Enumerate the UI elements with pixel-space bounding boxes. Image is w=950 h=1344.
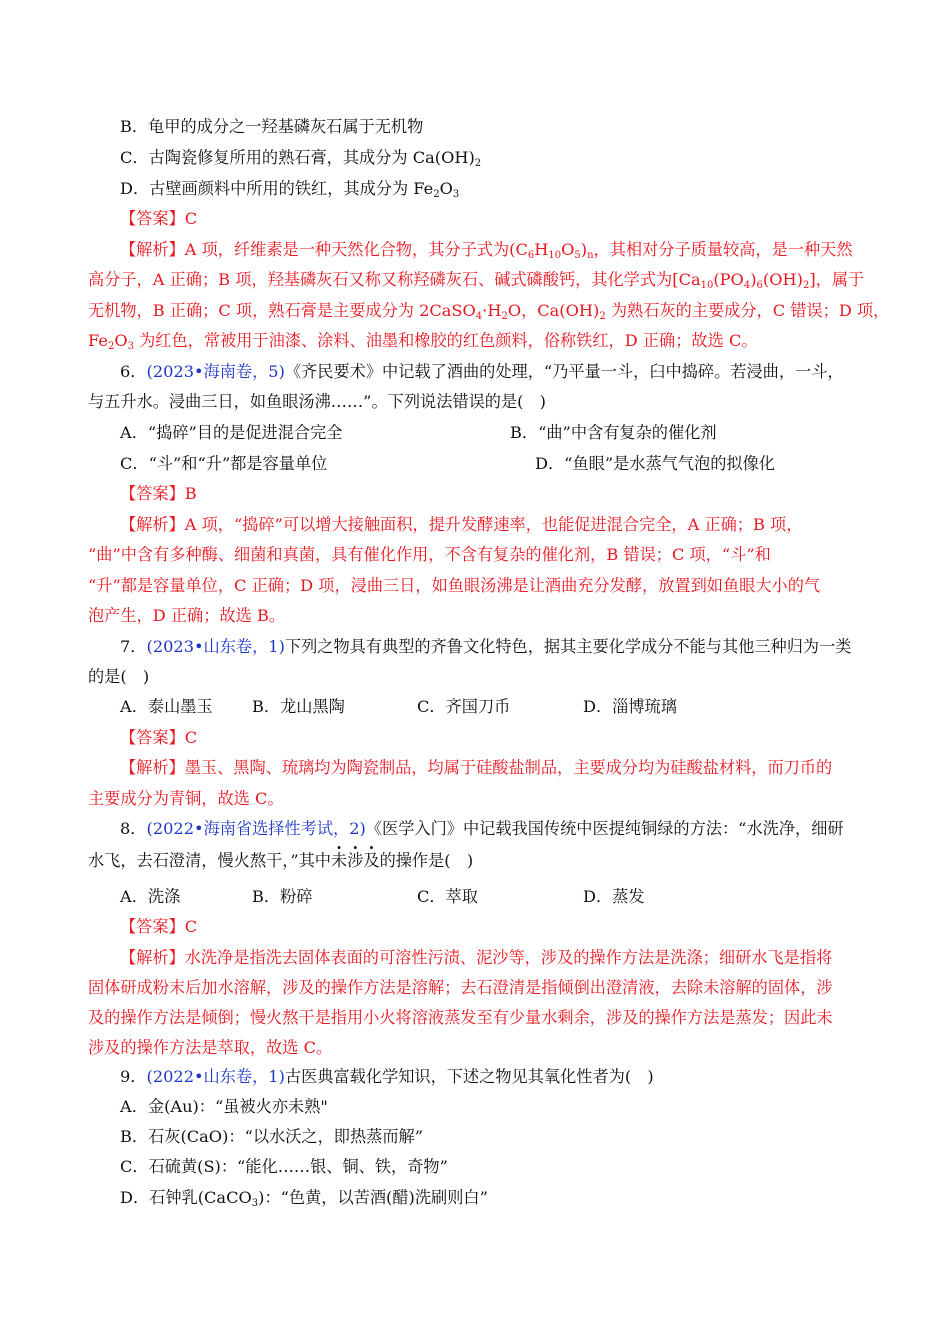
q7-option-d: D．淄博琉璃 xyxy=(583,697,677,716)
q7-source: (2023•山东卷，1) xyxy=(146,637,285,656)
emphasis-dot-char: 涉 xyxy=(347,851,364,870)
q6-analysis-line-2: “曲”中含有多种酶、细菌和真菌，具有催化作用，不含有复杂的催化剂，B 错误；C 项，“斗”和 xyxy=(88,545,771,564)
emphasis-dot-char: 及 xyxy=(363,851,380,870)
q5-option-d: D．古壁画颜料中所用的铁红，其成分为 $Fe_2O_3$ xyxy=(120,179,460,200)
q7-option-c: C．齐国刀币 xyxy=(417,697,511,716)
q6-option-a: A．“捣碎”目的是促进混合完全 xyxy=(120,423,343,442)
q7-option-a: A．泰山墨玉 xyxy=(120,697,213,716)
q6-answer: 【答案】B xyxy=(120,484,197,503)
q8-option-c: C．萃取 xyxy=(417,887,478,906)
q6-stem-line-1: 6．(2023•海南卷，5)《齐民要术》中记载了酒曲的处理，“乃平量一斗，臼中捣碎。若浸曲，一斗， xyxy=(120,362,844,381)
q5-analysis-line-1: 【解析】A 项，纤维素是一种天然化合物，其分子式为$(C_6H_{10}O_5)_n$，其相对分子质量较高，是一种天然 xyxy=(120,240,853,261)
emphasis-dot-char: 未 xyxy=(331,851,348,870)
q5-analysis-line-4: $Fe_2O_3$ 为红色，常被用于油漆、涂料、油墨和橡胶的红色颜料，俗称铁红，D 正确；故选 C。 xyxy=(88,331,758,352)
q6-stem-line-2: 与五升水。浸曲三日，如鱼眼汤沸……”。下列说法错误的是( ) xyxy=(88,392,546,411)
q6-option-d: D．“鱼眼”是水蒸气气泡的拟像化 xyxy=(535,454,775,473)
q7-analysis-line-2: 主要成分为青铜，故选 C。 xyxy=(88,789,284,808)
q7-analysis-line-1: 【解析】墨玉、黑陶、琉璃均为陶瓷制品，均属于硅酸盐制品，主要成分均为硅酸盐材料，而刀币的 xyxy=(120,758,833,777)
q8-answer: 【答案】C xyxy=(120,917,198,936)
q6-source: (2023•海南卷，5) xyxy=(146,362,285,381)
q5-option-c: C．古陶瓷修复所用的熟石膏，其成分为 $Ca(OH)_2$ xyxy=(120,148,482,169)
q9-source: (2022•山东卷，1) xyxy=(146,1067,285,1086)
q7-answer: 【答案】C xyxy=(120,728,198,747)
q5-analysis-line-2: 高分子，A 正确；B 项，羟基磷灰石又称又称羟磷灰石、碱式磷酸钙，其化学式为$[Ca_{10}(PO_4)_6(OH)_2]$，属于 xyxy=(88,270,865,291)
q8-option-a: A．洗涤 xyxy=(120,887,181,906)
q8-analysis-line-1: 【解析】水洗净是指洗去固体表面的可溶性污渍、泥沙等，涉及的操作方法是洗涤；细研水飞是指将 xyxy=(120,948,833,967)
q6-analysis-line-3: “升”都是容量单位，C 正确；D 项，浸曲三日，如鱼眼汤沸是让酒曲充分发酵，放置到如鱼眼大小的气 xyxy=(88,576,821,595)
q6-analysis-line-1: 【解析】A 项，“捣碎”可以增大接触面积，提升发酵速率，也能促进混合完全，A 正确；B 项， xyxy=(120,515,803,534)
q7-option-b: B．龙山黑陶 xyxy=(252,697,345,716)
q8-stem-line-2: 水飞，去石澄清，慢火熬干，”其中未涉及的操作是( ) xyxy=(88,851,474,870)
q5-answer: 【答案】C xyxy=(120,209,198,228)
q8-option-b: B．粉碎 xyxy=(252,887,313,906)
q8-stem-line-1: 8．(2022•海南省选择性考试，2)《医学入门》中记载我国传统中医提纯铜绿的方法：“水洗净，细研 xyxy=(120,819,844,838)
q9-option-b: B．石灰(CaO)：“以水沃之，即热蒸而解” xyxy=(120,1127,424,1146)
q9-option-a: A．金(Au)：“虽被火亦未熟" xyxy=(120,1097,328,1116)
q8-analysis-line-2: 固体研成粉末后加水溶解，涉及的操作方法是溶解；去石澄清是指倾倒出澄清液，去除未溶解的固体，涉 xyxy=(88,978,833,997)
q5-analysis-line-3: 无机物，B 正确；C 项，熟石膏是主要成分为 $2CaSO_4\cdot H_2O$，$Ca(OH)_2$ 为熟石灰的主要成分，C 错误；D 项， xyxy=(88,301,890,322)
q8-analysis-line-3: 及的操作方法是倾倒；慢火熬干是指用小火将溶液蒸发至有少量水剩余，涉及的操作方法是蒸发；因此未 xyxy=(88,1008,833,1027)
q6-analysis-line-4: 泡产生，D 正确；故选 B。 xyxy=(88,606,286,625)
q6-option-b: B．“曲”中含有复杂的催化剂 xyxy=(510,423,717,442)
q9-stem: 9．(2022•山东卷，1)古医典富载化学知识，下述之物见其氧化性者为( ) xyxy=(120,1067,654,1086)
q8-analysis-line-4: 涉及的操作方法是萃取，故选 C。 xyxy=(88,1038,333,1057)
q6-option-c: C．“斗”和“升”都是容量单位 xyxy=(120,454,328,473)
q5-option-b: B．龟甲的成分之一羟基磷灰石属于无机物 xyxy=(120,117,424,136)
q7-stem-line-1: 7．(2023•山东卷，1)下列之物具有典型的齐鲁文化特色，据其主要化学成分不能与其他三种归为一类 xyxy=(120,637,852,656)
q9-option-c: C．石硫黄(S)：“能化……银、铜、铁，奇物” xyxy=(120,1157,448,1176)
q8-option-d: D．蒸发 xyxy=(583,887,645,906)
q8-source: (2022•海南省选择性考试，2) xyxy=(146,819,366,838)
q7-stem-line-2: 的是( ) xyxy=(88,667,150,686)
q9-option-d: D．石钟乳(CaCO$_3$)：“色黄，以苦酒(醋)洗刷则白” xyxy=(120,1188,488,1209)
